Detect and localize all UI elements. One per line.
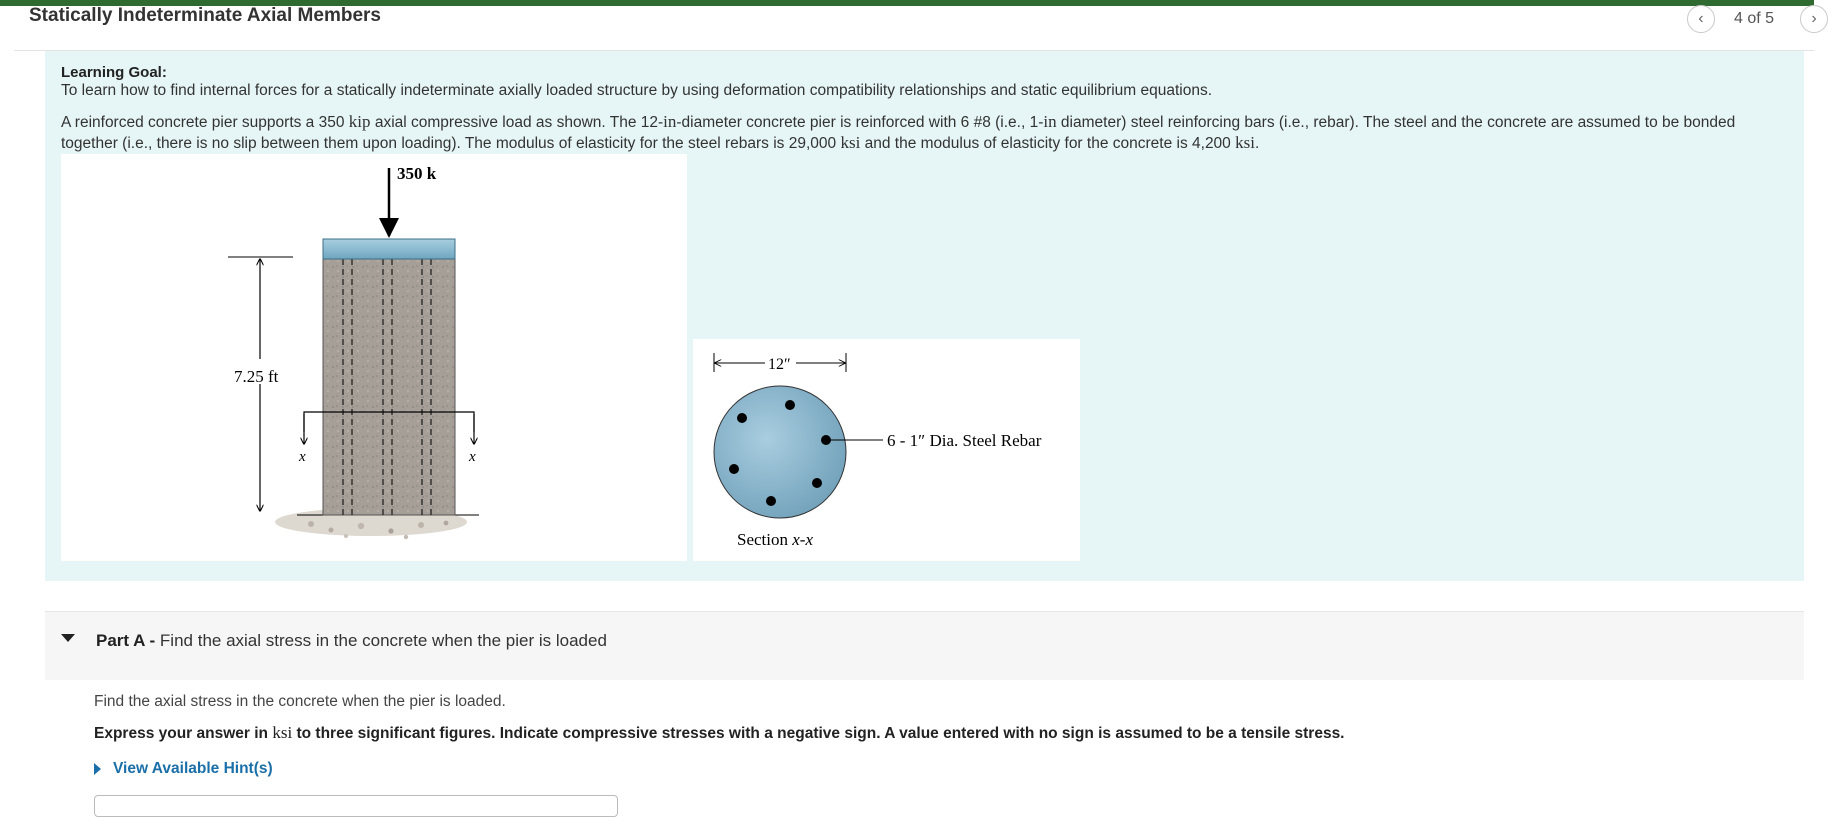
chevron-left-icon: ‹ xyxy=(1698,10,1704,27)
page-title: Statically Indeterminate Axial Members xyxy=(29,5,381,26)
part-a-title[interactable]: Part A - Find the axial stress in the concrete when the pier is loaded xyxy=(96,631,607,650)
cross-section-figure xyxy=(693,339,1080,561)
pager-count: 4 of 5 xyxy=(1733,10,1774,27)
unit-ksi: ksi xyxy=(840,133,861,152)
unit-in: in xyxy=(663,112,677,131)
unit-ksi: ksi xyxy=(1235,133,1255,152)
load-label: 350 k xyxy=(397,164,437,183)
answer-input-box[interactable] xyxy=(94,795,618,817)
section-caption: Section x-x xyxy=(737,530,814,549)
caret-right-icon xyxy=(94,763,101,775)
rebar-label: 6 - 1″ Dia. Steel Rebar xyxy=(887,431,1042,450)
answer-instructions: Express your answer in ksi to three significant figures. Indicate compressive stresses with a negative sign. A value entered with no sign is assumed to be a tensile stress. xyxy=(94,723,1345,742)
unit-in: in xyxy=(1043,112,1057,131)
view-hints-link[interactable]: View Available Hint(s) xyxy=(94,760,273,778)
question-text: Find the axial stress in the concrete when the pier is loaded. xyxy=(94,693,506,710)
pager xyxy=(1687,4,1817,34)
height-label: 7.25 ft xyxy=(234,367,279,386)
diameter-label: 12″ xyxy=(768,356,791,373)
section-circle xyxy=(714,386,846,518)
unit-kip: kip xyxy=(348,112,371,131)
learning-goal-text: To learn how to find internal forces for a statically indeterminate axially loaded structure by using deformation compatibility relationships and static equilibrium equations. xyxy=(61,82,1213,99)
pier-elevation-figure xyxy=(61,154,687,561)
problem-statement: A reinforced concrete pier supports a 350 kip axial compressive load as shown. The 12-in-diameter concrete pier is reinforced with 6 #8 (i.e., 1-in diameter) steel reinforcing bars (i.e., rebar). The steel and the concrete are assumed to be bonded together (i.e., there is no slip between them upon loading). The modulus of elasticity for the steel rebars is 29,000 ksi and the modulus of elasticity for the concrete is 4,200 ksi. xyxy=(61,112,1736,152)
next-item-button[interactable] xyxy=(1800,5,1828,33)
load-cap-plate xyxy=(323,239,455,259)
chevron-right-icon: › xyxy=(1811,10,1817,27)
section-mark-left: x xyxy=(299,449,306,465)
previous-item-button[interactable] xyxy=(1687,5,1715,33)
learning-goal-title: Learning Goal: xyxy=(61,64,167,81)
section-mark-right: x xyxy=(469,449,476,465)
caret-down-icon[interactable] xyxy=(61,634,75,642)
